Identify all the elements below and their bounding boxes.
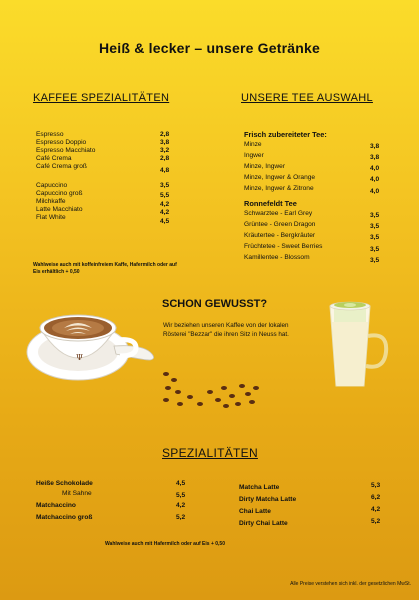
item-price: 4,2	[176, 502, 186, 509]
item-price: 3,8	[160, 139, 170, 146]
spezial-right-list	[239, 482, 389, 533]
matcha-latte-glass-image	[320, 292, 390, 390]
spezial-heading: SPEZIALITÄTEN	[162, 446, 258, 460]
item-price: 5,5	[160, 192, 170, 199]
item-price: 3,8	[370, 143, 380, 150]
item-name: Matcha Latte	[239, 484, 280, 491]
item-name: Matchaccino groß	[36, 514, 93, 521]
item-price: 4,5	[176, 480, 186, 487]
svg-text:Ψ: Ψ	[76, 353, 84, 362]
item-name: Capuccino	[36, 182, 68, 189]
item-price: 3,5	[160, 182, 170, 189]
footer-note: Alle Preise verstehen sich inkl. der gesetzlichen MwSt.	[290, 581, 411, 587]
item-name: Minze	[244, 141, 262, 148]
coffee-beans-image	[160, 366, 270, 416]
tee-heading: UNSERE TEE AUSWAHL	[241, 92, 373, 104]
item-name: Heiße Schokolade	[36, 480, 93, 487]
item-price: 3,5	[370, 246, 380, 253]
item-name: Espresso	[36, 131, 64, 138]
item-name: Dirty Chai Latte	[239, 520, 288, 527]
menu-item	[244, 255, 394, 266]
menu-item	[36, 215, 176, 223]
menu-item	[36, 164, 176, 178]
item-price: 5,5	[176, 492, 186, 499]
tee-list	[244, 131, 394, 266]
item-price: 5,2	[176, 514, 186, 521]
item-price: 4,0	[370, 165, 380, 172]
gewusst-text: Wir beziehen unseren Kaffee von der lokalen Rösterei "Bezzar" die ihren Sitz in Neuss hat.	[163, 322, 289, 338]
menu-item	[239, 518, 389, 533]
item-price: 3,5	[370, 212, 380, 219]
gewusst-heading: SCHON GEWUSST?	[162, 298, 268, 310]
item-name: Espresso Macchiato	[36, 147, 96, 154]
item-price: 2,8	[160, 155, 170, 162]
menu-item	[244, 186, 394, 200]
item-name: Milchkaffe	[36, 198, 66, 205]
item-name: Früchtetee - Sweet Berries	[244, 243, 323, 250]
item-price: 4,0	[370, 188, 380, 195]
item-name: Dirty Matcha Latte	[239, 496, 297, 503]
item-price: 3,8	[370, 154, 380, 161]
item-price: 4,2	[371, 506, 381, 513]
item-name: Latte Macchiato	[36, 206, 83, 213]
item-name: Capuccino groß	[36, 190, 83, 197]
item-price: 4,5	[160, 218, 170, 225]
spezial-note: Wahlweise auch mit Hafermilch oder auf Eis + 0,50	[105, 541, 225, 547]
item-name: Flat White	[36, 214, 66, 221]
item-name: Minze, Ingwer & Zitrone	[244, 185, 314, 192]
item-price: 3,5	[370, 234, 380, 241]
item-name: Ingwer	[244, 152, 264, 159]
item-price: 2,8	[160, 131, 170, 138]
item-price: 3,5	[370, 257, 380, 264]
item-price: 4,2	[160, 209, 170, 216]
item-name: Chai Latte	[239, 508, 271, 515]
page-title: Heiß & lecker – unsere Getränke	[99, 40, 320, 56]
item-price: 3,2	[160, 147, 170, 154]
tee-group-title: Ronnefeldt Tee	[244, 199, 297, 208]
item-price: 5,3	[371, 482, 381, 489]
spezial-left-list	[36, 481, 196, 527]
tee-group-title: Frisch zubereiteter Tee:	[244, 130, 327, 139]
item-price: 4,0	[370, 176, 380, 183]
kaffee-list	[36, 132, 176, 223]
item-price: 4,2	[160, 201, 170, 208]
item-name: Café Crema	[36, 155, 72, 162]
item-name: Minze, Ingwer & Orange	[244, 174, 316, 181]
menu-item	[244, 142, 394, 153]
item-name: Kamillentee - Blossom	[244, 254, 310, 261]
cappuccino-cup-image	[26, 300, 156, 382]
item-name: Matchaccino	[36, 502, 76, 509]
item-name: Kräutertee - Bergkräuter	[244, 232, 316, 239]
item-name: Minze, Ingwer	[244, 163, 286, 170]
menu-item	[36, 515, 196, 527]
item-name: Schwarztee - Earl Grey	[244, 210, 313, 217]
item-name: Mit Sahne	[62, 490, 92, 497]
menu-item	[36, 481, 196, 491]
item-price: 6,2	[371, 494, 381, 501]
item-name: Grüntee - Green Dragon	[244, 221, 316, 228]
item-name: Café Crema groß	[36, 163, 87, 170]
item-name: Espresso Doppio	[36, 139, 87, 146]
item-price: 5,2	[371, 518, 381, 525]
kaffee-note: Wahlweise auch mit koffeinfreiem Kaffe, Hafermilch oder auf Eis erhältlich + 0,50	[33, 262, 177, 275]
item-price: 4,8	[160, 167, 170, 174]
kaffee-heading: KAFFEE SPEZIALITÄTEN	[33, 92, 170, 104]
item-price: 3,5	[370, 223, 380, 230]
